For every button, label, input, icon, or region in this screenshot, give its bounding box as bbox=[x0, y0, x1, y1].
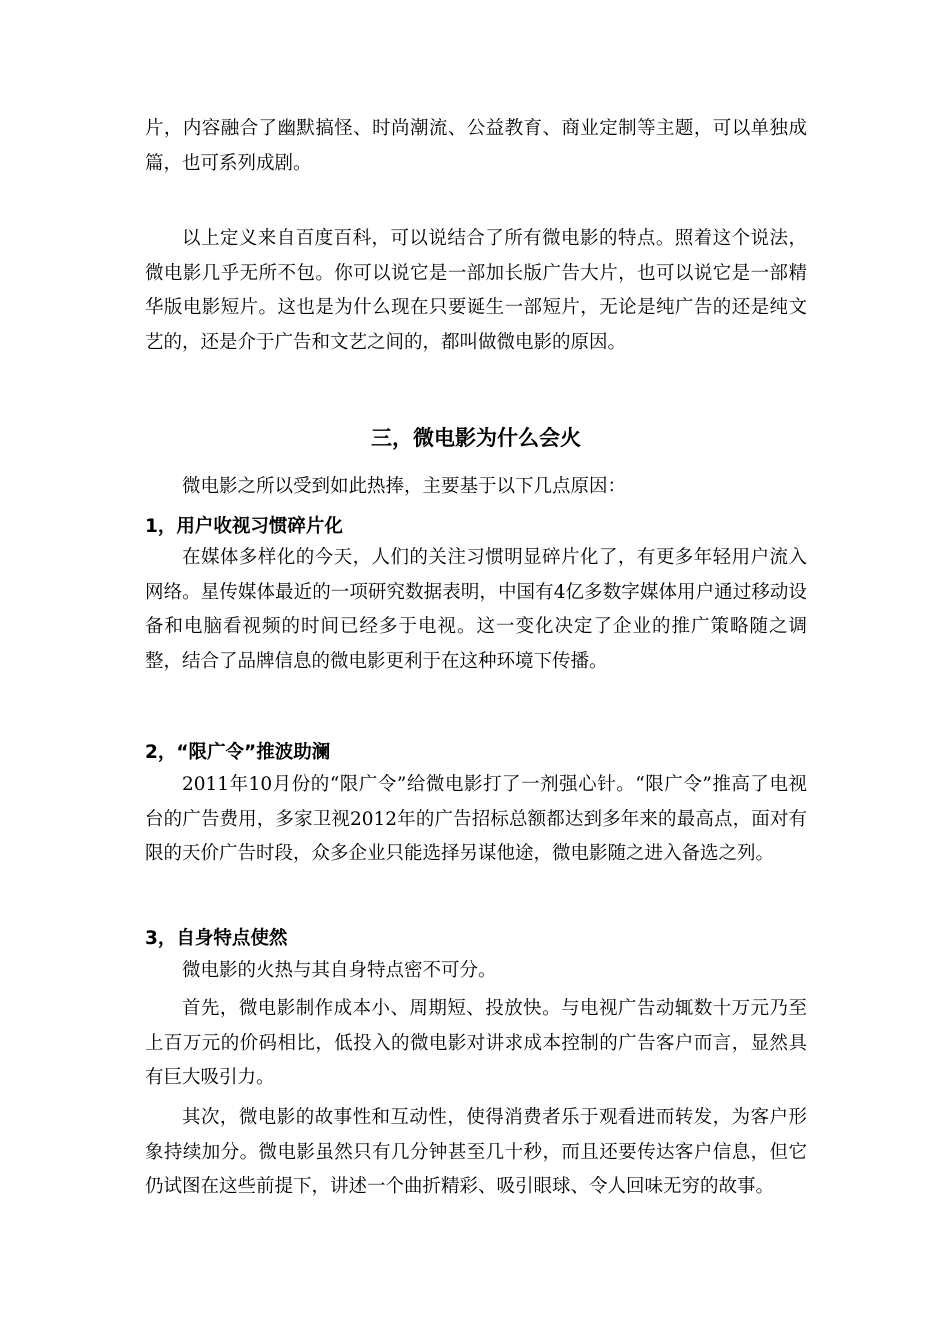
paragraph-definition: 以上定义来自百度百科，可以说结合了所有微电影的特点。照着这个说法，微电影几乎无所不包。你可以说它是一部加长版广告大片，也可以说它是一部精华版电影短片。这也是为什么现在只要诞生一部短片，无论是纯广告的还是纯文艺的，还是介于广告和文艺之间的，都叫做微电影的原因。 bbox=[145, 228, 807, 353]
paragraph-reason-3-second: 其次，微电影的故事性和互动性，使得消费者乐于观看进而转发，为客户形象持续加分。微电影虽然只有几分钟甚至几十秒，而且还要传达客户信息，但它仍试图在这些前提下，讲述一个曲折精彩、吸引眼球、令人回味无穷的故事。 bbox=[145, 1107, 807, 1197]
paragraph-reasons-intro: 微电影之所以受到如此热捧，主要基于以下几点原因： bbox=[182, 476, 627, 497]
paragraph-reason-3-first: 首先，微电影制作成本小、周期短、投放快。与电视广告动辄数十万元乃至上百万元的价码相比，低投入的微电影对讲求成本控制的广告客户而言，显然具有巨大吸引力。 bbox=[145, 998, 807, 1088]
paragraph-intro-continuation: 片，内容融合了幽默搞怪、时尚潮流、公益教育、商业定制等主题，可以单独成篇，也可系列成剧。 bbox=[145, 118, 807, 174]
subheading-1: 1，用户收视习惯碎片化 bbox=[145, 516, 343, 537]
subheading-3: 3，自身特点使然 bbox=[145, 928, 288, 949]
paragraph-reason-1: 在媒体多样化的今天，人们的关注习惯明显碎片化了，有更多年轻用户流入网络。星传媒体最近的一项研究数据表明，中国有4亿多数字媒体用户通过移动设备和电脑看视频的时间已经多于电视。这一变化决定了企业的推广策略随之调整，结合了品牌信息的微电影更利于在这种环境下传播。 bbox=[145, 547, 807, 672]
subheading-2: 2，“限广令”推波助澜 bbox=[145, 742, 331, 763]
paragraph-reason-3-intro: 微电影的火热与其自身特点密不可分。 bbox=[182, 960, 497, 981]
section-title: 三，微电影为什么会火 bbox=[371, 426, 581, 450]
paragraph-reason-2: 2011年10月份的“限广令”给微电影打了一剂强心针。“限广令”推高了电视台的广告费用，多家卫视2012年的广告招标总额都达到多年来的最高点，面对有限的天价广告时段，众多企业只能选择另谋他途，微电影随之进入备选之列。 bbox=[145, 774, 807, 864]
